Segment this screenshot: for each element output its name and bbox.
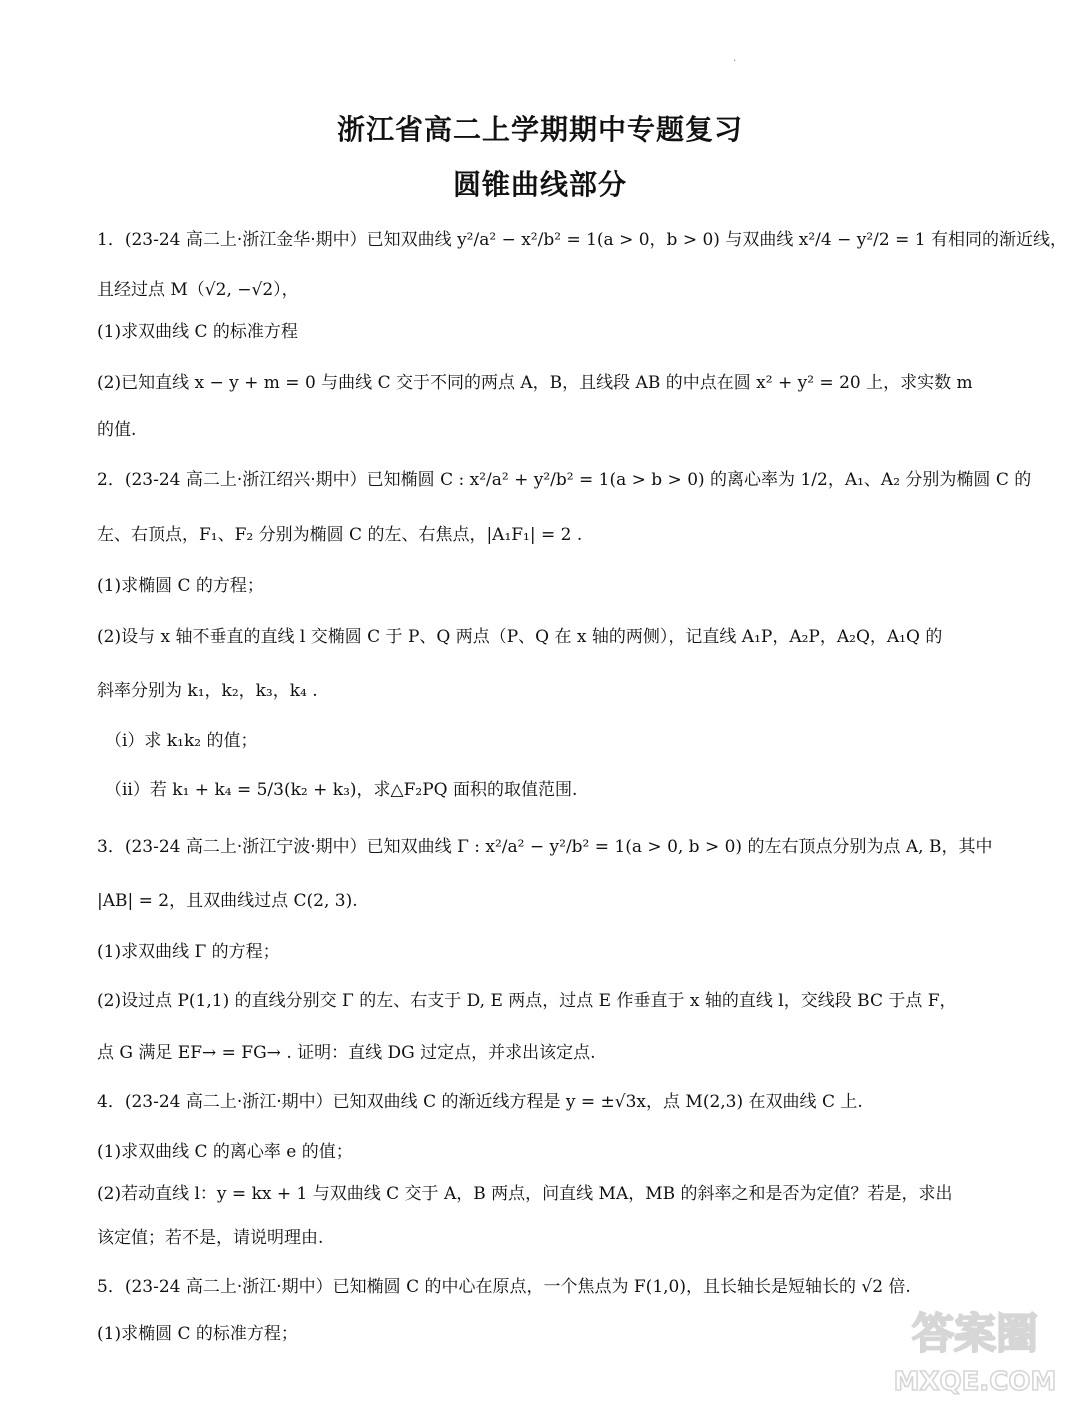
problem-3-part-2: (2)设过点 P(1,1) 的直线分别交 Γ 的左、右支于 D, E 两点，过点 E 作垂直于 x 轴的直线 l，交线段 BC 于点 F， [97,991,957,1011]
problem-1-part-2: (2)已知直线 x − y + m = 0 与曲线 C 交于不同的两点 A，B，且线段 AB 的中点在圆 x² + y² = 20 上，求实数 m [97,373,973,393]
problem-4-part-2-cont: 该定值；若不是，请说明理由. [97,1228,324,1248]
document-title: 浙江省高二上学期期中专题复习 [336,113,743,146]
problem-2-part-2-cont: 斜率分别为 k₁，k₂，k₃，k₄ . [97,681,318,701]
problem-4-part-2: (2)若动直线 l：y = kx + 1 与双曲线 C 交于 A，B 两点，问直线 MA，MB 的斜率之和是否为定值？若是，求出 [97,1184,953,1204]
problem-4-line-1: 4．(23-24 高二上·浙江·期中）已知双曲线 C 的渐近线方程是 y = ±√3x，点 M(2,3) 在双曲线 C 上. [97,1092,863,1112]
watermark-url-text: MXQE.COM [893,1367,1057,1397]
problem-3-line-2: |AB| = 2，且双曲线过点 C(2, 3). [97,891,358,911]
problem-2-part-1: (1)求椭圆 C 的方程； [97,576,264,596]
problem-5-part-1: (1)求椭圆 C 的标准方程； [97,1324,298,1344]
problem-1-line-1: 1．(23-24 高二上·浙江金华·期中）已知双曲线 y²/a² − x²/b² = 1(a > 0，b > 0) 与双曲线 x²/4 − y²/2 = 1 有相同的渐近线， [97,230,1067,250]
problem-2-line-2: 左、右顶点，F₁、F₂ 分别为椭圆 C 的左、右焦点，|A₁F₁| = 2 . [97,525,583,545]
problem-3-line-1: 3．(23-24 高二上·浙江宁波·期中）已知双曲线 Γ : x²/a² − y²/b² = 1(a > 0, b > 0) 的左右顶点分别为点 A, B，其中 [97,837,993,857]
problem-2-sub-i: （i）求 k₁k₂ 的值； [105,731,258,751]
corner-mark: · [733,56,737,67]
problem-1-part-1: (1)求双曲线 C 的标准方程 [97,322,298,342]
problem-5-line-1: 5．(23-24 高二上·浙江·期中）已知椭圆 C 的中心在原点，一个焦点为 F(1,0)，且长轴长是短轴长的 √2 倍. [97,1277,911,1297]
watermark-logo [880,1290,1070,1405]
problem-4-part-1: (1)求双曲线 C 的离心率 e 的值； [97,1142,353,1162]
problem-2-line-1: 2．(23-24 高二上·浙江绍兴·期中）已知椭圆 C : x²/a² + y²/b² = 1(a > b > 0) 的离心率为 1/2，A₁、A₂ 分别为椭圆 C 的 [97,470,1032,490]
problem-3-part-2-cont: 点 G 满足 EF→ = FG→ . 证明：直线 DG 过定点，并求出该定点. [97,1043,596,1063]
problem-3-part-1: (1)求双曲线 Γ 的方程； [97,942,280,962]
problem-2-sub-ii: （ii）若 k₁ + k₄ = 5/3(k₂ + k₃)，求△F₂PQ 面积的取值范围. [105,780,578,800]
problem-1-part-2-cont: 的值. [97,420,137,440]
document-subtitle: 圆锥曲线部分 [452,168,627,201]
problem-2-part-2: (2)设与 x 轴不垂直的直线 l 交椭圆 C 于 P、Q 两点（P、Q 在 x 轴的两侧），记直线 A₁P，A₂P，A₂Q，A₁Q 的 [97,627,943,647]
watermark-logo-text: 答案圈 [911,1309,1039,1358]
problem-1-line-2: 且经过点 M（√2, −√2）， [97,280,299,300]
